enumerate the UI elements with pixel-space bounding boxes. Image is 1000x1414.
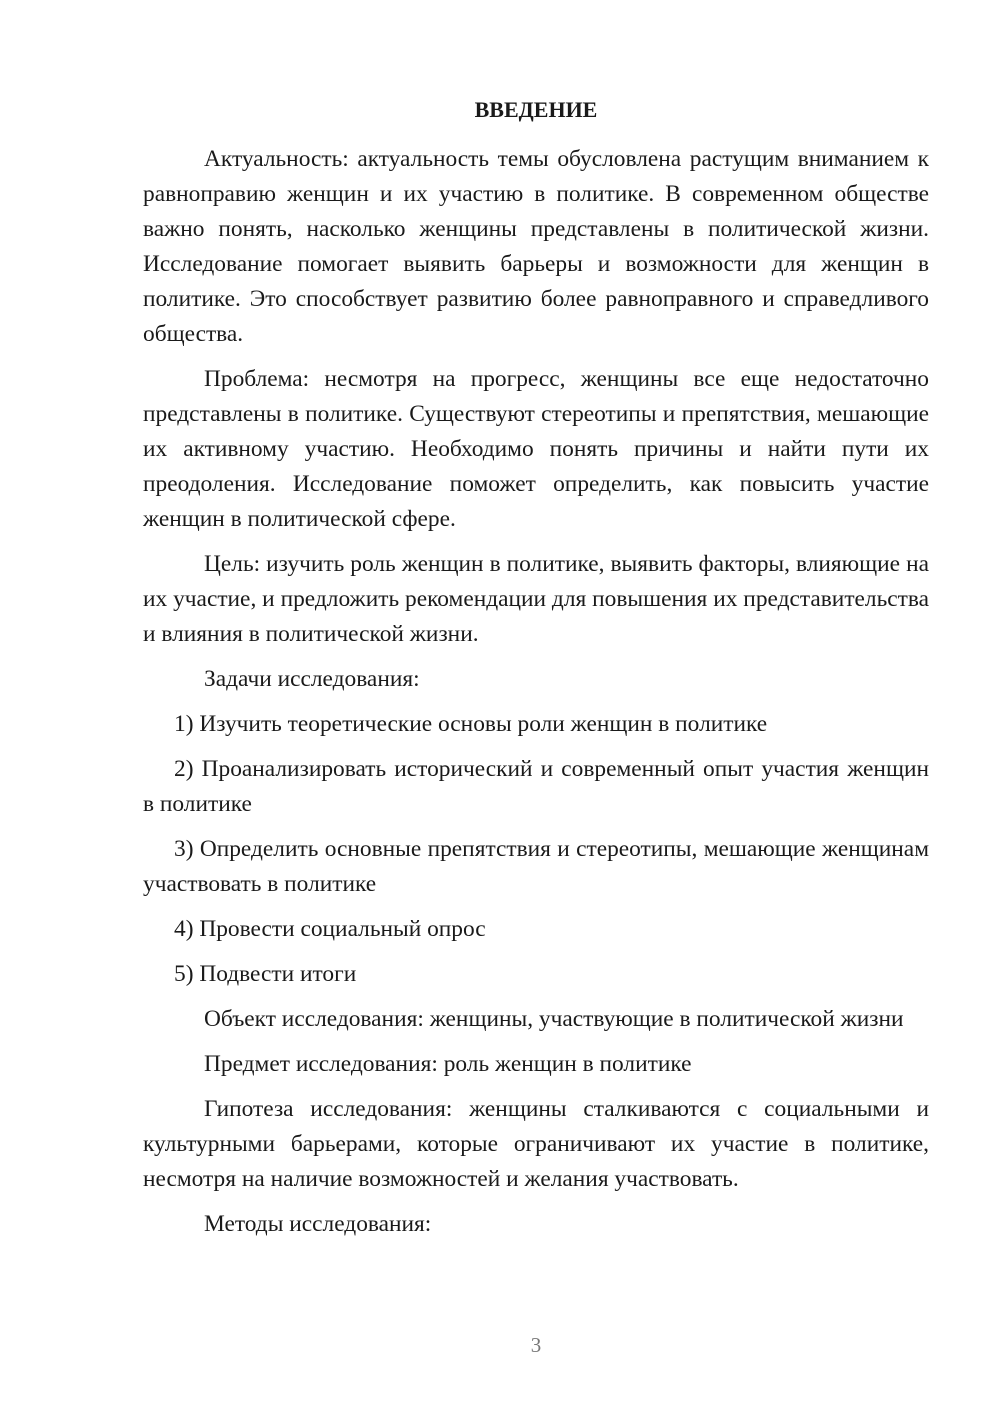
relevance-paragraph: Актуальность: актуальность темы обусловлена растущим вниманием к равноправию женщин и их участию в политике. В современном обществе важно понять, насколько женщины представлены в политической жизни. Исследование помогает выявить барьеры и возможности для женщин в политике. Это способствует развитию более равноправного и справедливого общества.	[143, 146, 929, 347]
goal-paragraph: Цель: изучить роль женщин в политике, выявить факторы, влияющие на их участие, и предложить рекомендации для повышения их представительства и влияния в политической жизни.	[143, 551, 929, 647]
tasks-heading: Задачи исследования:	[204, 666, 420, 692]
hypothesis-paragraph: Гипотеза исследования: женщины сталкиваются с социальными и культурными барьерами, которые ограничивают их участие в политике, несмотря на наличие возможностей и желания участвовать.	[143, 1096, 929, 1192]
document-title: ВВЕДЕНИЕ	[474, 97, 598, 122]
object-paragraph: Объект исследования: женщины, участвующие в политической жизни	[204, 1006, 904, 1032]
task-item-5: 5) Подвести итоги	[174, 961, 357, 987]
task-item-4: 4) Провести социальный опрос	[174, 916, 486, 942]
page-content	[143, 95, 929, 1252]
problem-paragraph: Проблема: несмотря на прогресс, женщины все еще недостаточно представлены в политике. Существуют стереотипы и препятствия, мешающие их активному участию. Необходимо понять причины и найти пути их преодоления. Исследование поможет определить, как повысить участие женщин в политической сфере.	[143, 366, 929, 532]
methods-heading: Методы исследования:	[204, 1211, 432, 1237]
task-item-1: 1) Изучить теоретические основы роли женщин в политике	[174, 711, 768, 737]
page-number: 3	[530, 1333, 542, 1357]
subject-paragraph: Предмет исследования: роль женщин в политике	[204, 1051, 692, 1077]
task-item-3: 3) Определить основные препятствия и стереотипы, мешающие женщинам участвовать в политике	[143, 836, 929, 897]
task-item-2: 2) Проанализировать исторический и современный опыт участия женщин в политике	[143, 756, 929, 817]
